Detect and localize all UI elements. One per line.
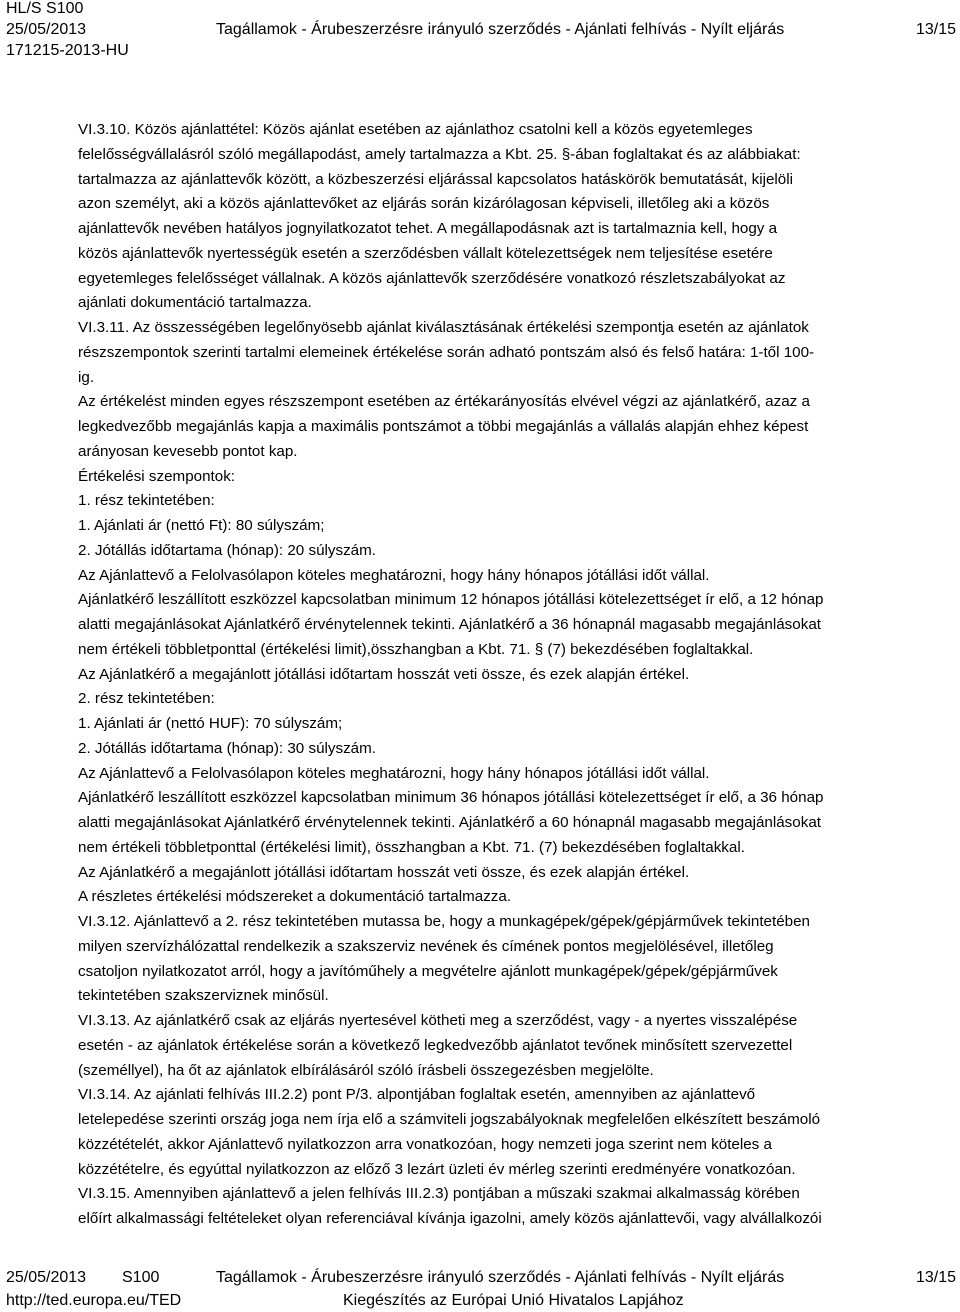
text-line: Ajánlatkérő leszállított eszközzel kapcsolatban minimum 12 hónapos jótállási kötelezettséget ír elő, a 12 hónap: [78, 591, 824, 609]
text-line: 1. Ajánlati ár (nettó Ft): 80 súlyszám;: [78, 517, 325, 534]
text-line: egyetemleges felelősséget vállalnak. A közös ajánlattevők szerződésére vonatkozó részletszabályokat az: [78, 269, 786, 287]
header-series: HL/S S100: [6, 0, 84, 17]
text-line: (személlyel), ha őt az ajánlatok elbírálásáról szóló írásbeli összegezésben megjelölte.: [78, 1061, 654, 1079]
text-line: ajánlati dokumentáció tartalmazza.: [78, 294, 312, 312]
text-line: arányosan kevesebb pontot kap.: [78, 442, 298, 460]
page-footer: [6, 1266, 956, 1312]
text-line: ajánlattevők nevében hatályos jognyilatkozatot tehet. A megállapodásnak azt is tartalmaznia kell, hogy a: [78, 220, 778, 237]
footer-title: Tagállamok - Árubeszerzésre irányuló szerződés - Ajánlati felhívás - Nyílt eljárás: [216, 1269, 785, 1286]
document-body: [78, 118, 944, 1232]
footer-series: S100: [122, 1269, 160, 1286]
text-line: 2. Jótállás időtartama (hónap): 30 súlyszám.: [78, 739, 376, 757]
text-line: 1. rész tekintetében:: [78, 492, 215, 510]
text-line: Ajánlatkérő leszállított eszközzel kapcsolatban minimum 36 hónapos jótállási kötelezettséget ír elő, a 36 hónap: [78, 789, 824, 807]
text-line: részszempontok szerinti tartalmi elemeinek értékelése során adható pontszám alsó és felső határa: 1-től 100-: [78, 343, 815, 361]
header-document-id: 171215-2013-HU: [6, 42, 129, 59]
text-line: A részletes értékelési módszereket a dokumentáció tartalmazza.: [78, 888, 512, 906]
footer-date: 25/05/2013: [6, 1269, 87, 1286]
header-date: 25/05/2013: [6, 21, 87, 38]
text-line: felelősségvállalásról szóló megállapodást, amely tartalmazza a Kbt. 25. §-ában foglaltakat és az alábbiakat:: [78, 145, 801, 163]
text-line: VI.3.15. Amennyiben ajánlattevő a jelen felhívás III.2.3) pontjában a műszaki szakmai alkalmasság körében: [78, 1185, 800, 1203]
text-line: ig.: [78, 368, 95, 386]
text-line: VI.3.11. Az összességében legelőnyösebb ajánlat kiválasztásának értékelési szempontja esetén az ajánlatok: [78, 319, 809, 336]
text-line: 2. Jótállás időtartama (hónap): 20 súlyszám.: [78, 541, 376, 559]
footer-publisher: Kiegészítés az Európai Unió Hivatalos Lapjához: [343, 1292, 684, 1309]
footer-page-number: 13/15: [915, 1269, 956, 1286]
text-line: Az Ajánlatkérő a megajánlott jótállási időtartam hosszát veti össze, és ezek alapján értékel.: [78, 863, 690, 881]
text-line: Az Ajánlattevő a Felolvasólapon köteles meghatározni, hogy hány hónapos jótállási időt vállal.: [78, 764, 710, 782]
text-line: 2. rész tekintetében:: [78, 690, 215, 708]
text-line: legkedvezőbb megajánlás kapja a maximális pontszámot a többi megajánlás a vállalás alapján ehhez képest: [78, 418, 809, 435]
header-page-number: 13/15: [915, 21, 956, 38]
text-line: közös ajánlattevők nyertességük esetén a szerződésben vállalt kötelezettségek nem teljesítése esetére: [78, 244, 773, 262]
text-line: Értékelési szempontok:: [78, 467, 236, 485]
text-line: VI.3.10. Közös ajánlattétel: Közös ajánlat esetében az ajánlathoz csatolni kell a közös egyetemleges: [78, 121, 753, 138]
text-line: előírt alkalmassági feltételeket olyan referenciával kívánja igazolni, amely közös ajánlattevői, vagy alvállalkozói: [78, 1210, 822, 1227]
text-line: milyen szervízhálózattal rendelkezik a szakszerviz nevének és címének pontos megjelölésével, illetőleg: [78, 937, 774, 955]
header-title: Tagállamok - Árubeszerzésre irányuló szerződés - Ajánlati felhívás - Nyílt eljárás: [216, 21, 785, 38]
text-line: VI.3.13. Az ajánlatkérő csak az eljárás nyertesével kötheti meg a szerződést, vagy - a nyertes visszalépése: [78, 1012, 798, 1029]
text-line: közzétételre, és egyúttal nyilatkozzon az előző 3 lezárt üzleti év mérleg szerinti eredményére vonatkozóan.: [78, 1160, 796, 1178]
text-line: tartalmazza az ajánlattevők között, a közbeszerzési eljárással kapcsolatos hatáskörök bemutatását, kijelöli: [78, 170, 794, 188]
text-line: VI.3.12. Ajánlattevő a 2. rész tekintetében mutassa be, hogy a munkagépek/gépek/gépjárművek tekintetében: [78, 913, 811, 930]
text-line: azon személyt, aki a közös ajánlattevőket az eljárás során kizárólagosan képviseli, illetőleg aki a közös: [78, 195, 770, 213]
page-header: [6, 0, 956, 61]
text-line: alatti megajánlásokat Ajánlatkérő érvénytelennek tekinti. Ajánlatkérő a 60 hónapnál magasabb megajánlásokat: [78, 814, 821, 831]
text-line: VI.3.14. Az ajánlati felhívás III.2.2) pont P/3. alpontjában foglaltak esetén, amennyiben az ajánlattevő: [78, 1086, 756, 1104]
text-line: Az Ajánlattevő a Felolvasólapon köteles meghatározni, hogy hány hónapos jótállási időt vállal.: [78, 566, 710, 584]
text-line: esetén - az ajánlatok értékelése során a következő legkedvezőbb ajánlatot tevőnek minősített szervezettel: [78, 1036, 793, 1054]
footer-url-link[interactable]: http://ted.europa.eu/TED: [6, 1292, 182, 1309]
text-line: közzétételét, akkor Ajánlattevő nyilatkozzon arra vonatkozóan, hogy nemzeti joga szerint nem köteles a: [78, 1135, 772, 1153]
text-line: csatoljon nyilatkozatot arról, hogy a javítóműhely a megvételre ajánlott munkagépek/gépek/gépjárművek: [78, 962, 778, 980]
text-line: nem értékeli többletponttal (értékelési limit),összhangban a Kbt. 71. § (7) bekezdésében foglaltakkal.: [78, 640, 754, 658]
text-line: Az értékelést minden egyes részszempont esetében az értékarányosítás elvével végzi az ajánlatkérő, azaz a: [78, 393, 810, 411]
text-line: alatti megajánlásokat Ajánlatkérő érvénytelennek tekinti. Ajánlatkérő a 36 hónapnál magasabb megajánlásokat: [78, 616, 821, 633]
text-line: 1. Ajánlati ár (nettó HUF): 70 súlyszám;: [78, 715, 343, 732]
text-line: nem értékeli többletponttal (értékelési limit), összhangban a Kbt. 71. (7) bekezdésében foglaltakkal.: [78, 838, 745, 856]
text-line: Az Ajánlatkérő a megajánlott jótállási időtartam hosszát veti össze, és ezek alapján értékel.: [78, 665, 690, 683]
text-line: letelepedése szerinti ország joga nem írja elő a számviteli jogszabályoknak megfelelően elkészített beszámoló: [78, 1111, 821, 1128]
text-line: tekintetében szakszerviznek minősül.: [78, 987, 329, 1005]
